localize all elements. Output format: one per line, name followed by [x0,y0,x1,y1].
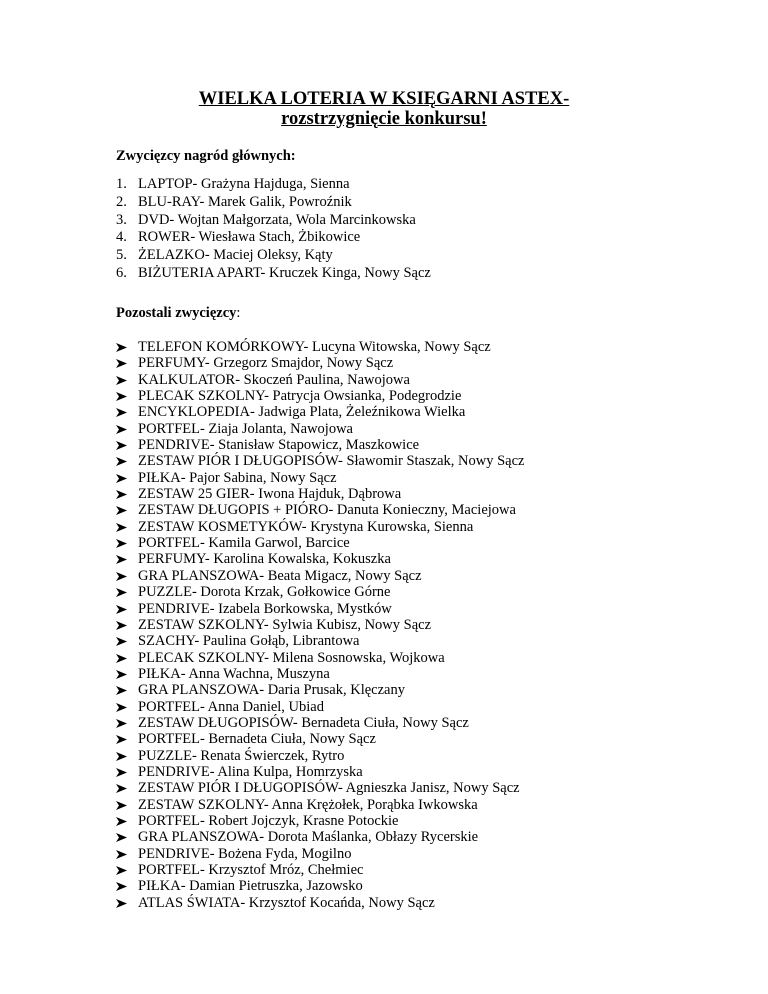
arrow-bullet-icon [116,850,127,859]
arrow-bullet-icon [116,654,127,663]
arrow-bullet-icon [116,752,127,761]
main-winner-item [116,211,416,230]
main-winners-heading: Zwycięzcy nagród głównych: [116,148,296,164]
arrow-bullet-icon [116,817,127,826]
arrow-bullet-icon [116,555,127,564]
arrow-bullet-icon [116,866,127,875]
arrow-bullet-icon [116,359,127,368]
main-winner-item [116,193,352,212]
arrow-bullet-icon [116,637,127,646]
winner-text: PIŁKA- Damian Pietruszka, Jazowsko [138,878,363,895]
item-number: 4. [116,229,127,246]
winner-text: PERFUMY- Karolina Kowalska, Kokuszka [138,551,391,568]
arrow-bullet-icon [116,768,127,777]
arrow-bullet-icon [116,670,127,679]
arrow-bullet-icon [116,441,127,450]
arrow-bullet-icon [116,784,127,793]
winner-text: ZESTAW PIÓR I DŁUGOPISÓW- Sławomir Staszak, Nowy Sącz [138,453,525,470]
item-number: 2. [116,193,127,210]
winner-text: ZESTAW KOSMETYKÓW- Krystyna Kurowska, Sienna [138,518,474,535]
winner-text: PORTFEL- Robert Jojczyk, Krasne Potockie [138,812,399,829]
item-number: 5. [116,247,127,264]
item-number: 3. [116,211,127,228]
winner-text: ZESTAW SZKOLNY- Anna Krężołek, Porąbka Iwkowska [138,796,478,813]
winner-text: ŻELAZKO- Maciej Oleksy, Kąty [138,247,333,264]
winner-text: PERFUMY- Grzegorz Smajdor, Nowy Sącz [138,355,394,372]
arrow-bullet-icon [116,425,127,434]
winner-text: GRA PLANSZOWA- Beata Migacz, Nowy Sącz [138,567,422,584]
arrow-bullet-icon [116,703,127,712]
other-winners-heading-colon: : [236,305,241,321]
winner-text: PIŁKA- Anna Wachna, Muszyna [138,665,330,682]
winner-text: GRA PLANSZOWA- Dorota Maślanka, Obłazy Rycerskie [138,829,479,846]
arrow-bullet-icon [116,882,127,891]
winner-text: PORTFEL- Anna Daniel, Ubiad [138,698,324,715]
winner-text: PORTFEL- Kamila Garwol, Barcice [138,535,350,552]
winner-text: PUZZLE- Renata Świerczek, Rytro [138,747,345,764]
arrow-bullet-icon [116,801,127,810]
arrow-bullet-icon [116,719,127,728]
arrow-bullet-icon [116,457,127,466]
winner-text: BLU-RAY- Marek Galik, Powroźnik [138,193,352,210]
winner-text: GRA PLANSZOWA- Daria Prusak, Klęczany [138,682,405,699]
winner-text: ATLAS ŚWIATA- Krzysztof Kocańda, Nowy Sącz [138,894,435,911]
main-winner-item [116,176,350,194]
winner-text: KALKULATOR- Skoczeń Paulina, Nawojowa [138,371,410,388]
winner-text: PENDRIVE- Stanisław Stapowicz, Maszkowice [138,437,420,454]
winner-text: PENDRIVE- Alina Kulpa, Homrzyska [138,763,363,780]
arrow-bullet-icon [116,588,127,597]
winner-text: ROWER- Wiesława Stach, Żbikowice [138,229,361,246]
arrow-bullet-icon [116,735,127,744]
winner-text: SZACHY- Paulina Gołąb, Librantowa [138,633,360,650]
winner-text: ZESTAW PIÓR I DŁUGOPISÓW- Agnieszka Janisz, Nowy Sącz [138,780,520,797]
arrow-bullet-icon [116,408,127,417]
winner-text: ZESTAW DŁUGOPISÓW- Bernadeta Ciuła, Nowy Sącz [138,714,469,731]
main-winner-item [116,229,361,247]
arrow-bullet-icon [116,572,127,581]
arrow-bullet-icon [116,392,127,401]
arrow-bullet-icon [116,376,127,385]
winner-text: ZESTAW DŁUGOPIS + PIÓRO- Danuta Konieczny, Maciejowa [138,502,516,519]
main-winners-list [116,176,431,283]
arrow-bullet-icon [116,539,127,548]
other-winners-heading-text: Pozostali zwycięzcy [116,305,237,321]
winner-text: BIŻUTERIA APART- Kruczek Kinga, Nowy Sącz [138,264,431,281]
arrow-bullet-icon [116,899,127,908]
arrow-bullet-icon [116,686,127,695]
winner-text: PORTFEL- Ziaja Jolanta, Nawojowa [138,420,353,437]
winner-text: ZESTAW SZKOLNY- Sylwia Kubisz, Nowy Sącz [138,616,432,633]
winner-text: PENDRIVE- Bożena Fyda, Mogilno [138,845,352,862]
document-subtitle: rozstrzygnięcie konkursu! [281,109,487,129]
arrow-bullet-icon [116,605,127,614]
main-winner-item [116,264,431,283]
winner-text: PUZZLE- Dorota Krzak, Gołkowice Górne [138,584,391,601]
arrow-bullet-icon [116,490,127,499]
winner-text: PENDRIVE- Izabela Borkowska, Mystków [138,600,392,617]
arrow-bullet-icon [116,621,127,630]
winner-text: PIŁKA- Pajor Sabina, Nowy Sącz [138,469,337,486]
main-winner-item [116,247,333,265]
winner-text: TELEFON KOMÓRKOWY- Lucyna Witowska, Nowy Sącz [138,339,491,355]
winner-text: ZESTAW 25 GIER- Iwona Hajduk, Dąbrowa [138,486,402,503]
arrow-bullet-icon [116,506,127,515]
item-number: 6. [116,264,127,281]
document-title: WIELKA LOTERIA W KSIĘGARNI ASTEX- [198,89,570,109]
item-number: 1. [116,176,127,192]
winner-text: PLECAK SZKOLNY- Patrycja Owsianka, Podegrodzie [138,388,462,405]
winner-text: PORTFEL- Bernadeta Ciuła, Nowy Sącz [138,731,376,748]
arrow-bullet-icon [116,474,127,483]
other-winners-heading [116,304,240,322]
winner-text: PLECAK SZKOLNY- Milena Sosnowska, Wojkowa [138,649,445,666]
arrow-bullet-icon [116,833,127,842]
winner-text: LAPTOP- Grażyna Hajduga, Sienna [138,176,350,192]
arrow-bullet-icon [116,523,127,532]
winner-text: ENCYKLOPEDIA- Jadwiga Plata, Żeleźnikowa Wielka [138,404,466,421]
winner-text: DVD- Wojtan Małgorzata, Wola Marcinkowska [138,211,416,228]
arrow-bullet-icon [116,343,127,352]
winner-text: PORTFEL- Krzysztof Mróz, Chełmiec [138,862,364,878]
